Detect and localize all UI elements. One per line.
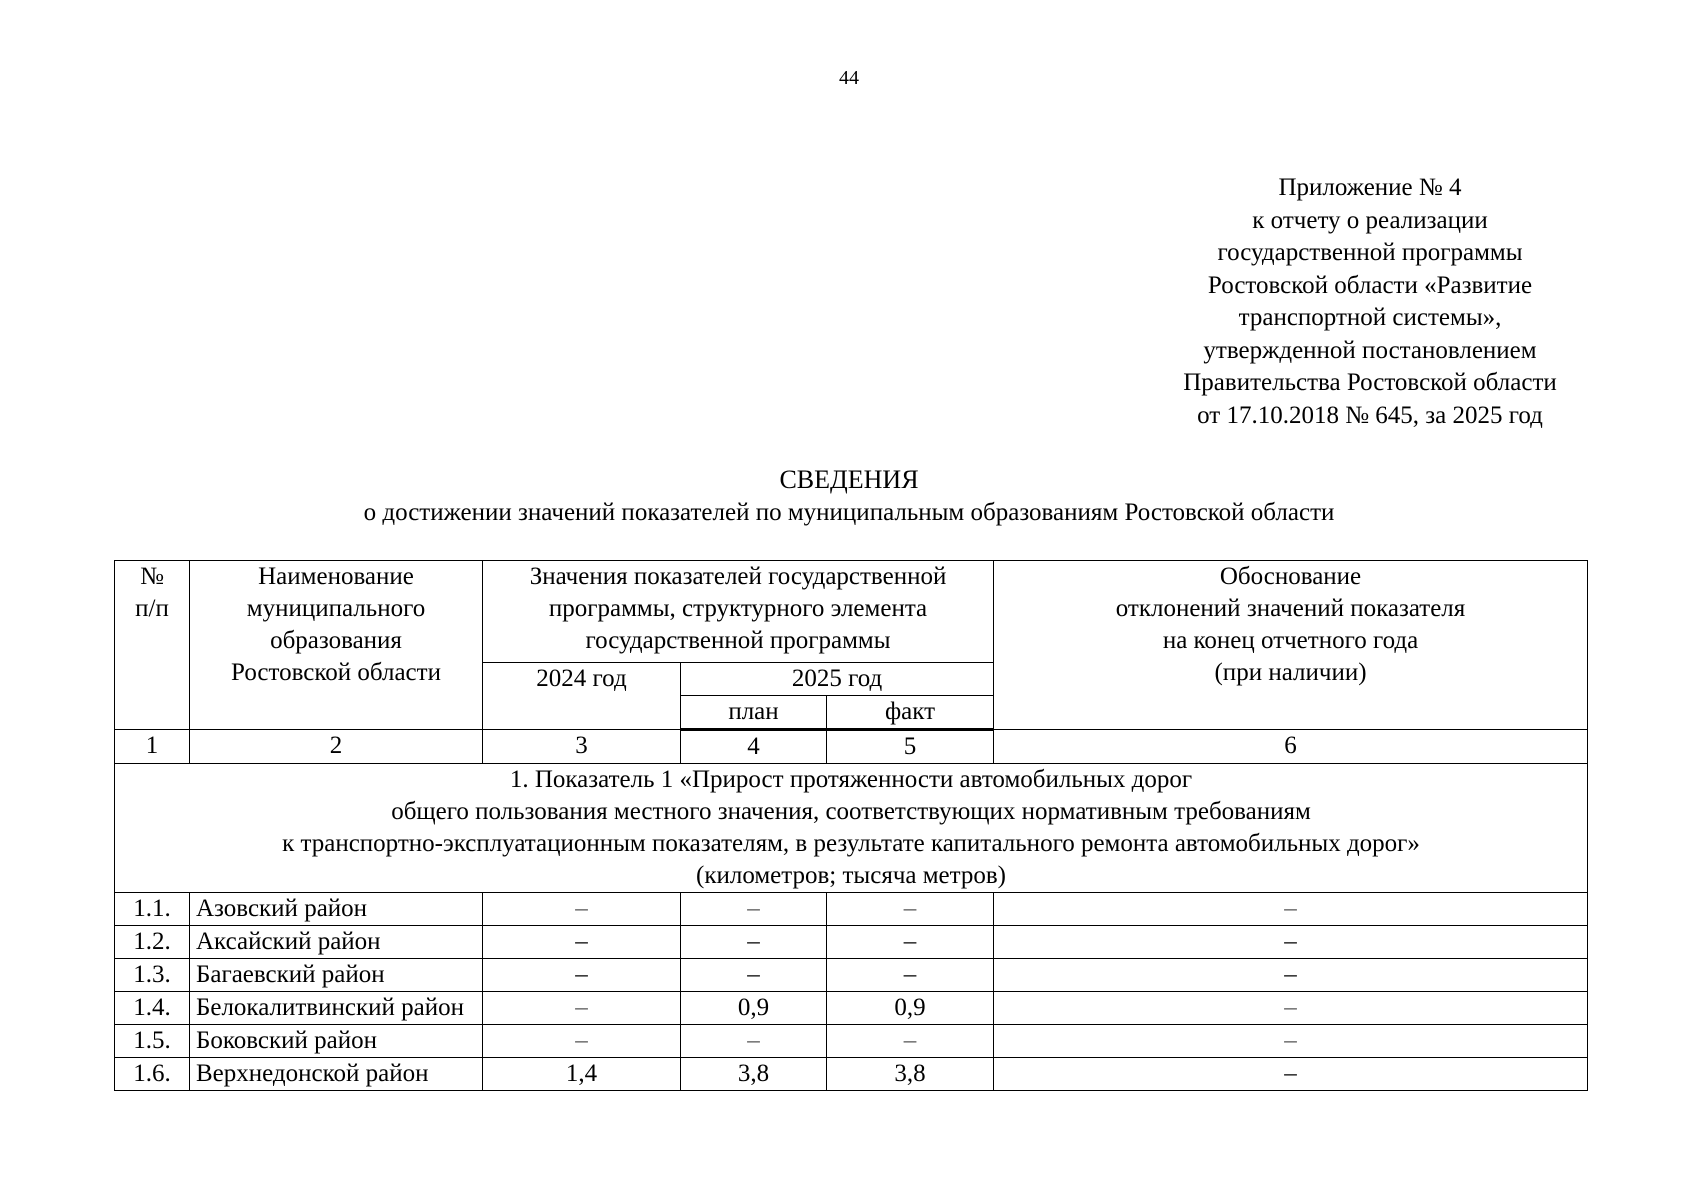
- row-justification: –: [994, 992, 1588, 1025]
- row-value-fact: 0,9: [827, 992, 994, 1025]
- table-row: [115, 1058, 1588, 1091]
- row-value-2024: –: [483, 959, 681, 992]
- header-year-2025: 2025 год: [681, 663, 994, 696]
- row-num: 1.1.: [115, 893, 190, 926]
- appendix-note: [1140, 172, 1600, 432]
- column-number: 6: [994, 730, 1588, 764]
- header-justification-line: (при наличии): [1214, 659, 1367, 686]
- header-num: [115, 561, 190, 730]
- indicator-title-line: общего пользования местного значения, соответствующих нормативным требованиям: [391, 798, 1311, 825]
- appendix-line: от 17.10.2018 № 645, за 2025 год: [1197, 401, 1543, 429]
- column-number: 2: [190, 730, 483, 764]
- header-name: [190, 561, 483, 730]
- appendix-line: государственной программы: [1217, 239, 1523, 266]
- row-value-plan: –: [681, 959, 827, 992]
- header-name-line: образования: [270, 627, 402, 654]
- indicator-title-line: к транспортно-эксплуатационным показателям, в результате капитального ремонта автомобильных дорог»: [282, 830, 1420, 857]
- row-name: Багаевский район: [190, 959, 483, 992]
- row-justification: –: [994, 893, 1588, 926]
- header-year-2024: 2024 год: [483, 663, 681, 730]
- column-number: 5: [827, 730, 994, 764]
- indicator-title-line: 1. Показатель 1 «Прирост протяженности автомобильных дорог: [509, 766, 1193, 793]
- row-value-2024: 1,4: [483, 1058, 681, 1091]
- row-value-plan: –: [681, 926, 827, 959]
- row-num: 1.6.: [115, 1058, 190, 1091]
- row-justification: –: [994, 1025, 1588, 1058]
- appendix-line: Ростовской области «Развитие: [1207, 271, 1533, 299]
- row-value-fact: –: [827, 959, 994, 992]
- table-row: [115, 926, 1588, 959]
- header-plan: план: [681, 696, 827, 730]
- document-title: СВЕДЕНИЯ: [779, 465, 919, 494]
- header-justification-line: отклонений значений показателя: [1115, 595, 1466, 622]
- appendix-line: транспортной системы»,: [1238, 304, 1502, 331]
- indicators-table: [114, 560, 1588, 1091]
- page-number: 44: [839, 67, 859, 89]
- header-num-line: п/п: [135, 595, 169, 622]
- row-num: 1.5.: [115, 1025, 190, 1058]
- row-value-2024: –: [483, 926, 681, 959]
- row-name: Боковский район: [190, 1025, 483, 1058]
- header-fact: факт: [827, 696, 994, 730]
- row-value-plan: 3,8: [681, 1058, 827, 1091]
- header-values-line: программы, структурного элемента: [548, 595, 928, 622]
- header-num-line: №: [140, 563, 164, 590]
- table-row: [115, 893, 1588, 926]
- header-justification: [994, 561, 1588, 730]
- column-number: 1: [115, 730, 190, 764]
- indicator-title: [115, 764, 1588, 893]
- row-name: Верхнедонской район: [190, 1058, 483, 1091]
- header-values-line: государственной программы: [585, 627, 891, 654]
- document-subtitle: о достижении значений показателей по муниципальным образованиям Ростовской области: [363, 499, 1335, 526]
- indicator-title-row: [115, 764, 1588, 893]
- row-num: 1.2.: [115, 926, 190, 959]
- appendix-line: утвержденной постановлением: [1203, 336, 1537, 364]
- row-justification: –: [994, 926, 1588, 959]
- header-name-line: муниципального: [246, 595, 426, 622]
- row-value-2024: –: [483, 1025, 681, 1058]
- table-row: [115, 959, 1588, 992]
- row-value-fact: –: [827, 926, 994, 959]
- column-numbers-row: [115, 730, 1588, 764]
- row-value-plan: –: [681, 1025, 827, 1058]
- header-name-line: Наименование: [258, 563, 414, 590]
- row-value-plan: 0,9: [681, 992, 827, 1025]
- row-name: Азовский район: [190, 893, 483, 926]
- row-num: 1.3.: [115, 959, 190, 992]
- column-number: 4: [681, 730, 827, 764]
- row-value-fact: –: [827, 893, 994, 926]
- table-row: [115, 1025, 1588, 1058]
- header-justification-line: на конец отчетного года: [1162, 627, 1419, 654]
- row-value-fact: 3,8: [827, 1058, 994, 1091]
- header-values-group: [483, 561, 994, 663]
- indicator-title-line: (километров; тысяча метров): [696, 862, 1007, 889]
- row-num: 1.4.: [115, 992, 190, 1025]
- row-value-fact: –: [827, 1025, 994, 1058]
- row-value-2024: –: [483, 893, 681, 926]
- header-name-line: Ростовской области: [231, 659, 441, 686]
- row-justification: –: [994, 1058, 1588, 1091]
- row-value-2024: –: [483, 992, 681, 1025]
- appendix-line: Правительства Ростовской области: [1183, 369, 1557, 396]
- header-values-line: Значения показателей государственной: [529, 563, 947, 590]
- column-number: 3: [483, 730, 681, 764]
- row-justification: –: [994, 959, 1588, 992]
- appendix-line: к отчету о реализации: [1252, 206, 1488, 234]
- row-value-plan: –: [681, 893, 827, 926]
- header-justification-line: Обоснование: [1219, 563, 1362, 590]
- row-name: Аксайский район: [190, 926, 483, 959]
- table-row: [115, 992, 1588, 1025]
- row-name: Белокалитвинский район: [190, 992, 483, 1025]
- appendix-line: Приложение № 4: [1278, 174, 1462, 201]
